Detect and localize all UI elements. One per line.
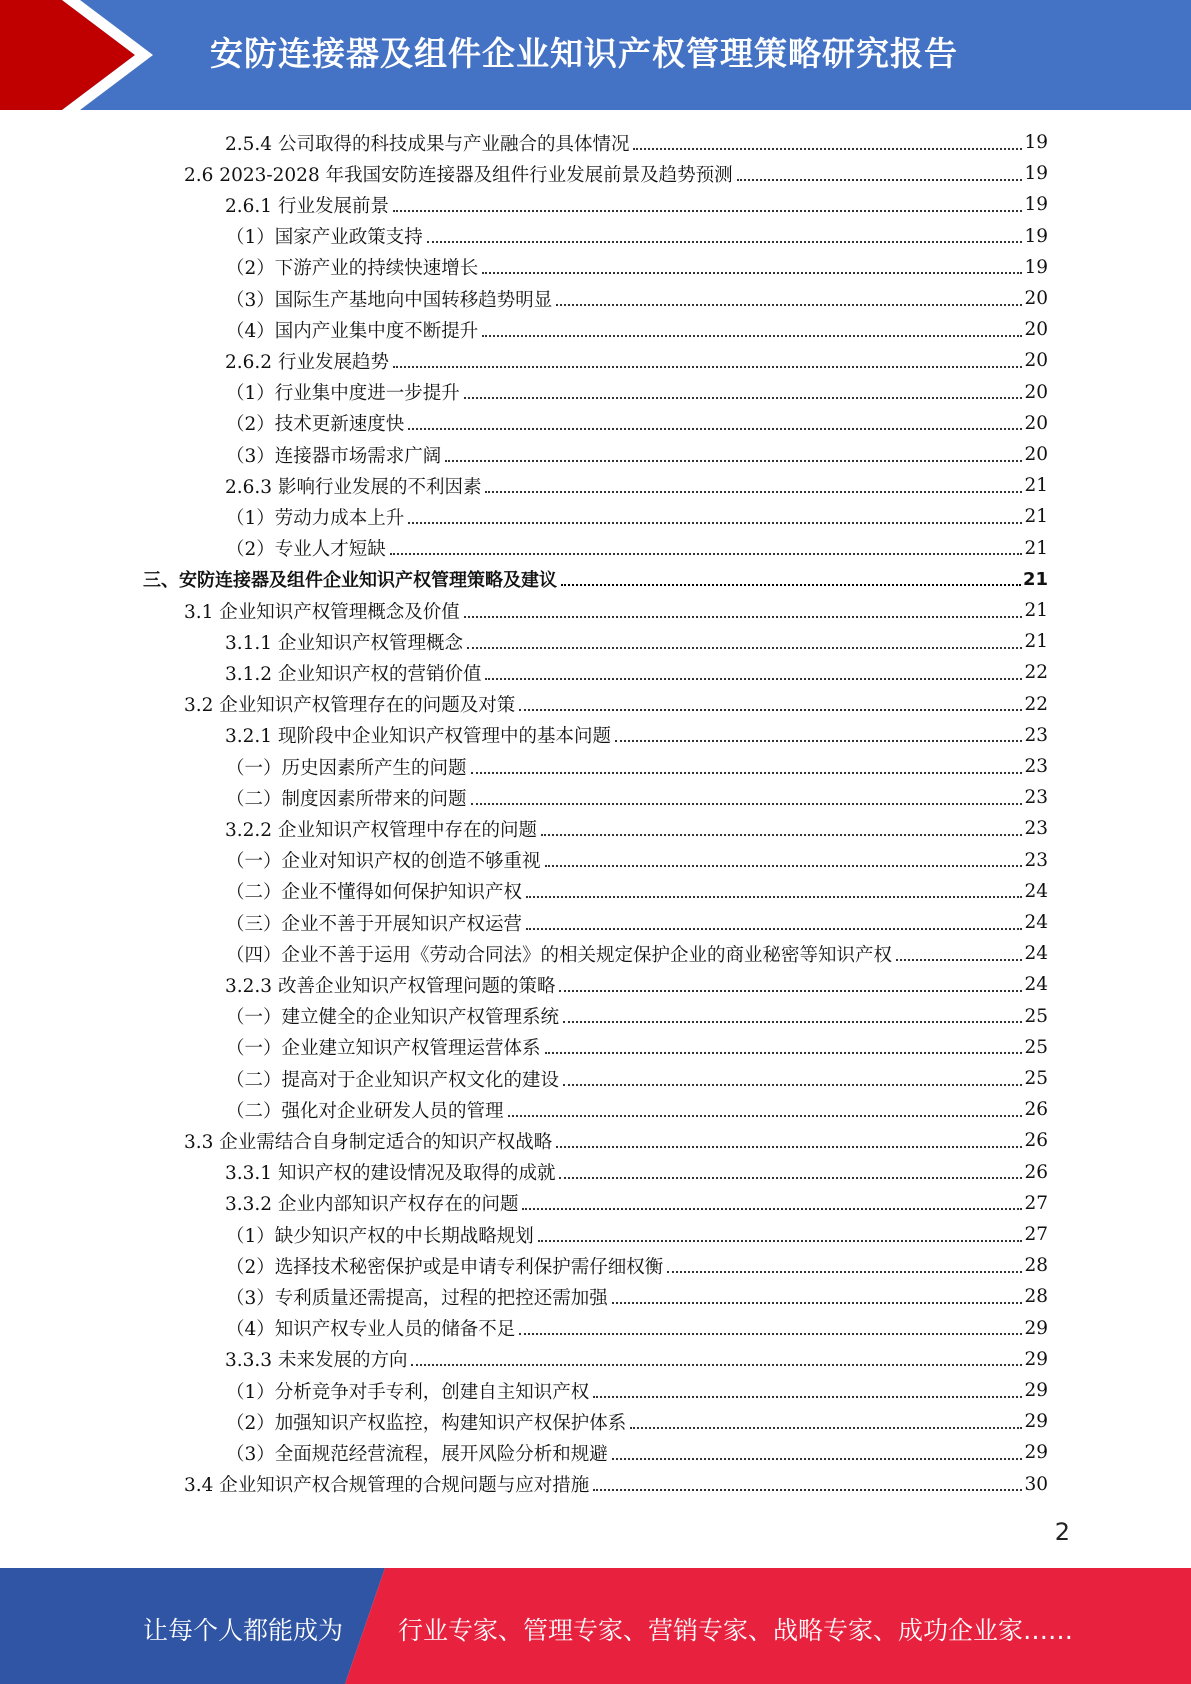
toc-entry-title: 三、安防连接器及组件企业知识产权管理策略及建议 [143, 570, 557, 592]
toc-entry-title: 2.6.1 行业发展前景 [225, 195, 389, 217]
toc-dot-leader [737, 179, 1023, 181]
toc-entry[interactable] [226, 1281, 1048, 1312]
toc-dot-leader [541, 834, 1022, 836]
toc-entry-title: （二）强化对企业研发人员的管理 [226, 1100, 504, 1122]
footer-slogan-right: 行业专家、管理专家、营销专家、战略专家、成功企业家…… [398, 1616, 1074, 1645]
toc-entry-title: 3.3 企业需结合自身制定适合的知识产权战略 [184, 1131, 553, 1153]
toc-entry[interactable] [225, 626, 1048, 657]
toc-entry-title: （三）企业不善于开展知识产权运营 [226, 913, 523, 935]
toc-entry-title: （二）制度因素所带来的问题 [226, 788, 467, 810]
toc-dot-leader [393, 210, 1022, 212]
page-footer [0, 1568, 1191, 1684]
toc-entry-title: （2）技术更新速度快 [226, 414, 405, 436]
toc-entry-title: （3）连接器市场需求广阔 [226, 445, 442, 467]
toc-dot-leader [445, 460, 1022, 462]
toc-entry-page: 25 [1024, 1068, 1048, 1089]
toc-entry-page: 27 [1024, 1192, 1048, 1214]
toc-entry-title: 3.4 企业知识产权合规管理的合规问题与应对措施 [184, 1475, 590, 1497]
toc-dot-leader [464, 397, 1023, 399]
toc-entry[interactable] [226, 1094, 1048, 1125]
toc-entry-title: （2）选择技术秘密保护或是申请专利保护需仔细权衡 [226, 1256, 664, 1278]
toc-entry-page: 24 [1024, 943, 1048, 965]
toc-entry-page: 20 [1024, 444, 1048, 465]
toc-entry-page: 26 [1024, 1099, 1048, 1121]
toc-entry-title: （一）企业对知识产权的创造不够重视 [226, 851, 541, 873]
toc-dot-leader [559, 990, 1022, 992]
toc-dot-leader [615, 740, 1022, 742]
toc-dot-leader [427, 241, 1023, 243]
toc-entry-page: 19 [1024, 194, 1048, 216]
toc-entry-page: 24 [1024, 880, 1048, 902]
toc-entry-title: 3.3.3 未来发展的方向 [225, 1350, 408, 1372]
toc-entry[interactable] [184, 595, 1048, 626]
toc-entry[interactable] [225, 720, 1048, 751]
toc-entry-page: 23 [1024, 818, 1048, 840]
toc-entry-page: 28 [1024, 1286, 1048, 1308]
toc-dot-leader [485, 491, 1022, 493]
toc-entry-page: 23 [1024, 849, 1048, 871]
toc-dot-leader [482, 335, 1022, 337]
toc-entry[interactable] [225, 127, 1048, 158]
toc-dot-leader [408, 428, 1022, 430]
toc-entry-title: 3.1.1 企业知识产权管理概念 [225, 632, 463, 654]
toc-dot-leader [471, 803, 1023, 805]
toc-entry-title: 2.6 2023-2028 年我国安防连接器及组件行业发展前景及趋势预测 [184, 164, 733, 186]
toc-dot-leader [411, 1364, 1022, 1366]
toc-entry-title: 3.1.2 企业知识产权的营销价值 [225, 663, 482, 685]
toc-dot-leader [612, 1458, 1023, 1460]
toc-entry-title: 3.2 企业知识产权管理存在的问题及对策 [184, 695, 516, 717]
toc-entry-page: 22 [1024, 693, 1048, 715]
toc-entry-title: （二）企业不懂得如何保护知识产权 [226, 882, 523, 904]
toc-entry-title: （一）企业建立知识产权管理运营体系 [226, 1038, 541, 1060]
toc-dot-leader [482, 272, 1022, 274]
page-header [0, 0, 1191, 110]
toc-dot-leader [522, 1208, 1022, 1210]
toc-entry-page: 29 [1024, 1380, 1048, 1401]
toc-dot-leader [633, 148, 1022, 150]
toc-entry-page: 20 [1024, 288, 1048, 309]
toc-entry-title: 2.5.4 公司取得的科技成果与产业融合的具体情况 [225, 133, 630, 155]
toc-entry[interactable] [226, 1437, 1048, 1468]
toc-dot-leader [526, 896, 1022, 898]
toc-entry-page: 21 [1024, 600, 1048, 621]
toc-entry-title: （3）专利质量还需提高，过程的把控还需加强 [226, 1287, 608, 1309]
toc-entry[interactable] [226, 252, 1048, 283]
toc-entry[interactable] [225, 1188, 1048, 1219]
toc-dot-leader [556, 1146, 1022, 1148]
toc-entry-title: （一）历史因素所产生的问题 [226, 757, 467, 779]
toc-entry-page: 22 [1024, 662, 1048, 684]
report-title: 安防连接器及组件企业知识产权管理策略研究报告 [210, 34, 958, 73]
toc-entry-page: 19 [1024, 256, 1048, 278]
toc-entry[interactable] [226, 1313, 1048, 1344]
toc-entry-page: 20 [1024, 412, 1048, 434]
toc-entry[interactable] [226, 533, 1048, 564]
toc-entry-page: 24 [1024, 974, 1048, 996]
toc-entry-title: 3.3.1 知识产权的建设情况及取得的成就 [225, 1163, 556, 1185]
toc-entry[interactable] [226, 1219, 1048, 1250]
toc-entry-title: 3.1 企业知识产权管理概念及价值 [184, 601, 460, 623]
toc-dot-leader [561, 584, 1021, 586]
toc-entry[interactable] [225, 189, 1048, 220]
toc-entry[interactable] [143, 564, 1048, 595]
toc-entry-title: （二）提高对于企业知识产权文化的建设 [226, 1069, 560, 1091]
toc-entry-page: 19 [1024, 225, 1048, 247]
toc-entry-page: 19 [1024, 132, 1048, 153]
toc-dot-leader [393, 366, 1022, 368]
toc-dot-leader [519, 1333, 1022, 1335]
toc-entry[interactable] [226, 907, 1048, 938]
toc-dot-leader [519, 709, 1022, 711]
toc-entry-title: （1）劳动力成本上升 [226, 507, 405, 529]
toc-entry[interactable] [226, 938, 1048, 969]
toc-entry-page: 21 [1024, 537, 1048, 559]
toc-entry[interactable] [226, 1001, 1048, 1032]
toc-dot-leader [471, 772, 1023, 774]
toc-dot-leader [467, 647, 1022, 649]
toc-entry[interactable] [226, 408, 1048, 439]
toc-dot-leader [545, 1052, 1023, 1054]
toc-entry[interactable] [225, 345, 1048, 376]
toc-entry[interactable] [226, 845, 1048, 876]
toc-entry[interactable] [184, 689, 1048, 720]
toc-entry-page: 29 [1024, 1442, 1048, 1464]
toc-entry-page: 26 [1024, 1130, 1048, 1152]
toc-entry-title: （3）全面规范经营流程，展开风险分析和规避 [226, 1443, 608, 1465]
toc-entry-page: 23 [1024, 724, 1048, 746]
toc-entry-title: 3.2.3 改善企业知识产权管理问题的策略 [225, 975, 556, 997]
toc-dot-leader [556, 304, 1022, 306]
toc-entry-title: 3.2.2 企业知识产权管理中存在的问题 [225, 819, 537, 841]
toc-dot-leader [508, 1115, 1023, 1117]
toc-entry-page: 29 [1024, 1411, 1048, 1433]
toc-entry-title: （3）国际生产基地向中国转移趋势明显 [226, 289, 553, 311]
toc-entry[interactable] [184, 1469, 1048, 1500]
toc-entry[interactable] [226, 1063, 1048, 1094]
toc-entry[interactable] [226, 439, 1048, 470]
toc-entry-title: 3.3.2 企业内部知识产权存在的问题 [225, 1194, 519, 1216]
toc-dot-leader [559, 1177, 1022, 1179]
toc-entry[interactable] [225, 470, 1048, 501]
toc-entry[interactable] [225, 1157, 1048, 1188]
page-number: 2 [1054, 1518, 1070, 1546]
toc-dot-leader [545, 865, 1023, 867]
toc-entry-title: （2）专业人才短缺 [226, 539, 386, 561]
toc-entry[interactable] [225, 813, 1048, 844]
toc-dot-leader [593, 1489, 1022, 1491]
toc-entry-page: 21 [1024, 631, 1048, 653]
toc-entry-title: （2）下游产业的持续快速增长 [226, 258, 479, 280]
toc-entry-title: （四）企业不善于运用《劳动合同法》的相关规定保护企业的商业秘密等知识产权 [226, 944, 893, 966]
toc-dot-leader [390, 553, 1023, 555]
toc-entry-title: （1）国家产业政策支持 [226, 227, 423, 249]
toc-dot-leader [563, 1084, 1022, 1086]
toc-entry[interactable] [226, 1250, 1048, 1281]
toc-entry[interactable] [226, 501, 1048, 532]
toc-entry-title: （1）缺少知识产权的中长期战略规划 [226, 1225, 534, 1247]
toc-entry-title: （2）加强知识产权监控，构建知识产权保护体系 [226, 1412, 627, 1434]
toc-entry-title: （4）国内产业集中度不断提升 [226, 320, 479, 342]
toc-dot-leader [538, 1240, 1023, 1242]
toc-entry[interactable] [226, 377, 1048, 408]
toc-entry-page: 27 [1024, 1224, 1048, 1245]
toc-dot-leader [896, 959, 1022, 961]
toc-dot-leader [593, 1396, 1022, 1398]
toc-entry-page: 26 [1024, 1161, 1048, 1183]
toc-dot-leader [667, 1271, 1022, 1273]
toc-entry-title: （4）知识产权专业人员的储备不足 [226, 1319, 516, 1341]
toc-dot-leader [408, 522, 1022, 524]
toc-entry-page: 23 [1024, 756, 1048, 777]
toc-entry[interactable] [225, 657, 1048, 688]
toc-entry-page: 28 [1024, 1255, 1048, 1277]
toc-entry[interactable] [184, 1125, 1048, 1156]
footer-slogan-left: 让每个人都能成为 [143, 1616, 344, 1645]
toc-entry-page: 29 [1024, 1317, 1048, 1339]
toc-dot-leader [464, 616, 1023, 618]
toc-dot-leader [526, 928, 1022, 930]
toc-entry[interactable] [226, 314, 1048, 345]
toc-entry-page: 19 [1024, 163, 1048, 185]
toc-entry-title: 2.6.3 影响行业发展的不利因素 [225, 476, 482, 498]
toc-entry-page: 29 [1024, 1348, 1048, 1370]
toc-entry[interactable] [226, 1375, 1048, 1406]
toc-entry-page: 20 [1024, 319, 1048, 341]
toc-entry[interactable] [226, 782, 1048, 813]
toc-entry[interactable] [226, 876, 1048, 907]
toc-entry[interactable] [225, 969, 1048, 1000]
toc-entry-title: （1）行业集中度进一步提升 [226, 383, 460, 405]
toc-entry-page: 24 [1024, 912, 1048, 933]
toc-entry[interactable] [184, 158, 1048, 189]
toc-entry-title: 2.6.2 行业发展趋势 [225, 351, 389, 373]
toc-entry-page: 23 [1024, 787, 1048, 809]
toc-entry-page: 21 [1024, 475, 1048, 497]
toc-entry-title: （1）分析竞争对手专利，创建自主知识产权 [226, 1381, 590, 1403]
toc-entry[interactable] [225, 1344, 1048, 1375]
toc-entry-page: 21 [1024, 506, 1048, 528]
toc-entry-page: 20 [1024, 350, 1048, 372]
toc-entry-page: 20 [1024, 381, 1048, 403]
toc-dot-leader [485, 678, 1022, 680]
toc-entry[interactable] [226, 1406, 1048, 1437]
toc-entry-title: （一）建立健全的企业知识产权管理系统 [226, 1007, 560, 1029]
toc-entry[interactable] [226, 751, 1048, 782]
toc-entry-page: 30 [1024, 1473, 1048, 1495]
toc-entry[interactable] [226, 1032, 1048, 1063]
toc-dot-leader [630, 1427, 1022, 1429]
toc-entry-page: 25 [1024, 1005, 1048, 1027]
toc-entry-page: 21 [1022, 568, 1048, 590]
toc-dot-leader [563, 1021, 1022, 1023]
toc-entry[interactable] [226, 221, 1048, 252]
toc-entry[interactable] [226, 283, 1048, 314]
toc-dot-leader [612, 1302, 1023, 1304]
toc-entry-page: 25 [1024, 1036, 1048, 1058]
toc-entry-title: 3.2.1 现阶段中企业知识产权管理中的基本问题 [225, 726, 611, 748]
